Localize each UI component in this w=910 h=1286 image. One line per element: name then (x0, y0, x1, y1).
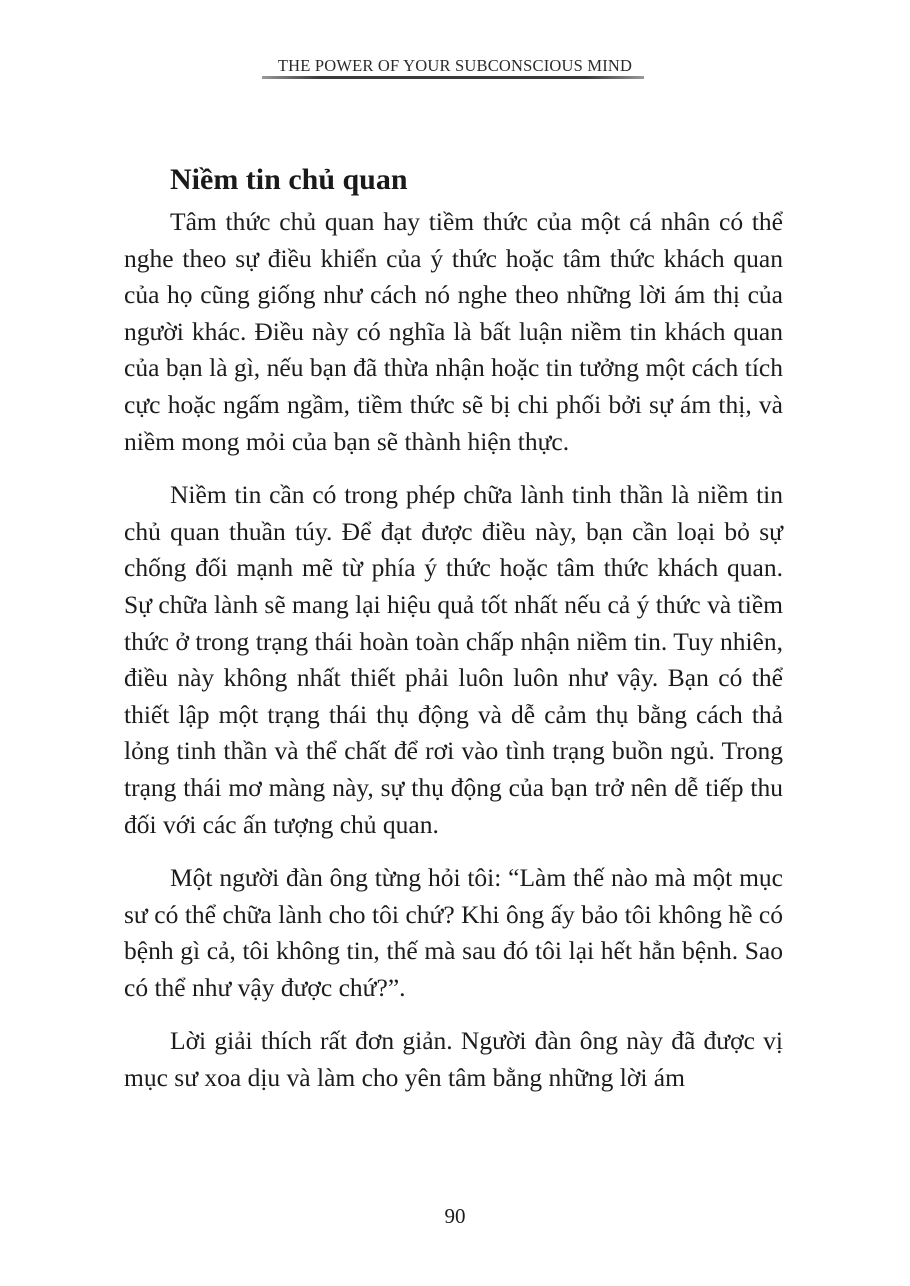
page-number: 90 (444, 1204, 466, 1228)
running-header (0, 56, 910, 76)
header-rule (262, 76, 644, 79)
paragraph-3: Một người đàn ông từng hỏi tôi: “Làm thế nào mà một mục sư có thể chữa lành cho tôi chứ? Khi ông ấy bảo tôi không hề có bệnh gì cả, tôi không tin, thế mà sau đó tôi lại hết hẳn bệnh. Sao có thể như vậy được chứ?”. (124, 863, 783, 1002)
running-header-title: THE POWER OF YOUR SUBCONSCIOUS MIND (277, 56, 633, 75)
section-title: Niềm tin chủ quan (170, 163, 408, 196)
paragraph-1: Tâm thức chủ quan hay tiềm thức của một cá nhân có thể nghe theo sự điều khiển của ý thức hoặc tâm thức khách quan của họ cũng giống như cách nó nghe theo những lời ám thị của người khác. Điều này có nghĩa là bất luận niềm tin khách quan của bạn là gì, nếu bạn đã thừa nhận hoặc tin tưởng một cách tích cực hoặc ngấm ngầm, tiềm thức sẽ bị chi phối bởi sự ám thị, và niềm mong mỏi của bạn sẽ thành hiện thực. (124, 207, 783, 456)
paragraph-2: Niềm tin cần có trong phép chữa lành tinh thần là niềm tin chủ quan thuần túy. Để đạt được điều này, bạn cần loại bỏ sự chống đối mạnh mẽ từ phía ý thức hoặc tâm thức khách quan. Sự chữa lành sẽ mang lại hiệu quả tốt nhất nếu cả ý thức và tiềm thức ở trong trạng thái hoàn toàn chấp nhận niềm tin. Tuy nhiên, điều này không nhất thiết phải luôn luôn như vậy. Bạn có thể thiết lập một trạng thái thụ động và dễ cảm thụ bằng cách thả lỏng tinh thần và thể chất để rơi vào tình trạng buồn ngủ. Trong trạng thái mơ màng này, sự thụ động của bạn trở nên dễ tiếp thu đối với các ấn tượng chủ quan. (124, 480, 783, 839)
paragraph-4: Lời giải thích rất đơn giản. Người đàn ông này đã được vị mục sư xoa dịu và làm cho yên tâm bằng những lời ám (124, 1026, 783, 1093)
page-body (124, 158, 783, 1114)
